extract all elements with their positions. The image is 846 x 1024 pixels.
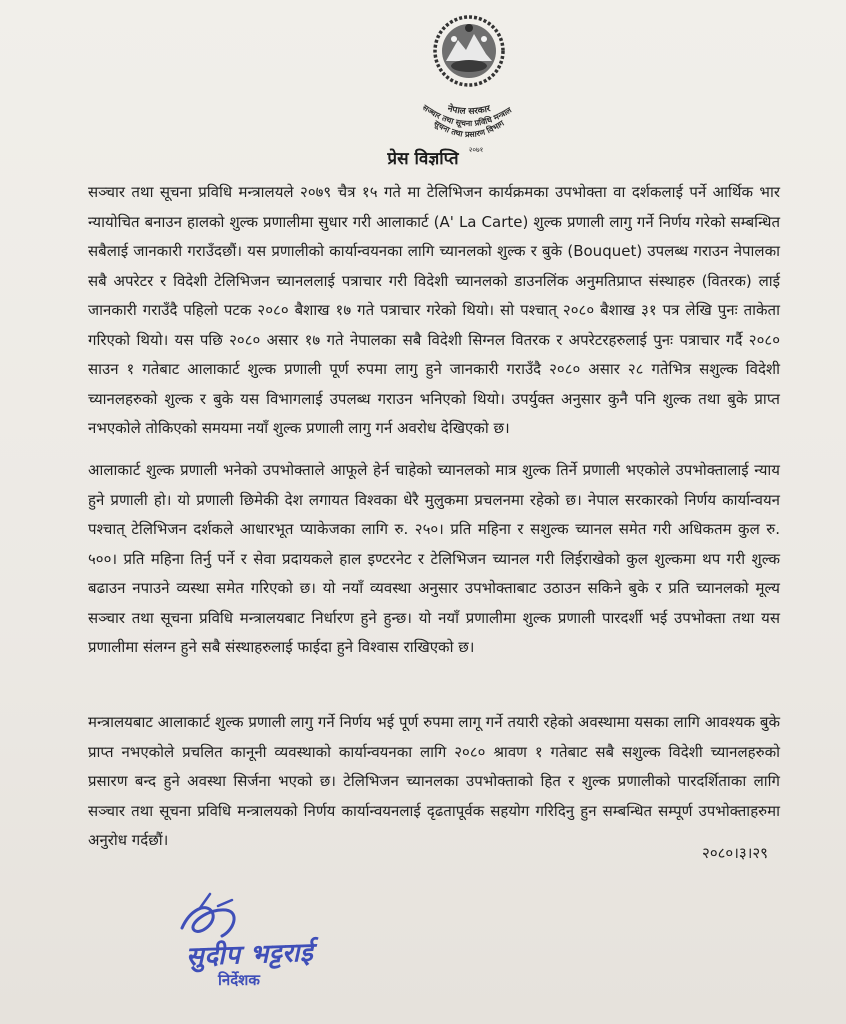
document-title: प्रेस विज्ञप्ति [387,149,459,169]
document-date: २०८०।३।२९ [702,844,768,862]
signatory-designation: निर्देशक [218,971,260,989]
nepal-government-emblem-icon [414,6,524,156]
paragraph-3: मन्त्रालयबाट आलाकार्ट शुल्क प्रणाली लागु गर्ने निर्णय भई पूर्ण रुपमा लागू गर्ने तयारी रहेको अवस्थामा यसका लागि आवश्यक बुके प्राप्त नभएकोले प्रचलित कानूनी व्यवस्थाको कार्यान्वयनका लागि २०८० श्रावण १ गतेबाट सबै सशुल्क विदेशी च्यानलहरुको प्रसारण बन्द हुने अवस्था सिर्जना भएको छ। टेलिभिजन च्यानलका उपभोक्ताको हित र शुल्क प्रणालीको पारदर्शिताका लागि सञ्चार तथा सूचना प्रविधि मन्त्रालयको निर्णय कार्यान्वयनलाई दृढतापूर्वक सहयोग गरिदिनु हुन सम्बन्धित सम्पूर्ण उपभोक्ताहरुमा अनुरोध गर्दछौं। [88,713,780,849]
seal-text-line2: सञ्चार तथा सूचना प्रविधि मन्त्राल [420,102,514,129]
svg-text:नेपाल सरकार [445,102,492,117]
government-seal [414,6,524,156]
signatory-name: सुदीप भट्टराई [185,937,314,973]
paragraph-2: आलाकार्ट शुल्क प्रणाली भनेको उपभोक्ताले आफूले हेर्न चाहेको च्यानलको मात्र शुल्क तिर्ने प्रणाली भएकोले उपभोक्तालाई न्याय हुने प्रणाली हो। यो प्रणाली छिमेकी देश लगायत विश्वका धेरै मुलुकमा प्रचलनमा रहेको छ। नेपाल सरकारको निर्णय कार्यान्वयन पश्चात् टेलिभिजन दर्शकले आधारभूत प्याकेजका लागि रु. २५०। प्रति महिना र सशुल्क च्यानल समेत गरी अधिकतम कुल रु. ५००। प्रति महिना तिर्नु पर्ने र सेवा प्रदायकले हाल इण्टरनेट र टेलिभिजन च्यानल गरी लिईराखेको कुल शुल्कमा थप गरी शुल्क बढाउन नपाउने व्यस्था समेत गरिएको छ। यो नयाँ व्यवस्था अनुसार उपभोक्ताबाट उठाउन सकिने बुके र प्रति च्यानलको मूल्य सञ्चार तथा सूचना प्रविधि मन्त्रालयबाट निर्धारण हुने हुन्छ। यो नयाँ प्रणालीमा शुल्क प्रणाली पारदर्शी भई उपभोक्ता तथा यस प्रणालीमा संलग्न हुने सबै संस्थाहरुलाई फाईदा हुने विश्वास राखिएको छ। [88,461,780,656]
seal-text-line1: नेपाल सरकार [446,104,492,118]
seal-text-line3: सूचना तथा प्रसारण विभाग [432,118,506,140]
paragraph-1: सञ्चार तथा सूचना प्रविधि मन्त्रालयले २०७९ चैत्र १५ गते मा टेलिभिजन कार्यक्रमका उपभोक्ता वा दर्शकलाई पर्ने आर्थिक भार न्यायोचित बनाउन हालको शुल्क प्रणालीमा सुधार गरी आलाकार्ट (A' La Carte) शुल्क प्रणाली लागु गर्ने निर्णय गरेको सम्बन्धित सबैलाई जानकारी गराउँदछौं। यस प्रणालीको कार्यान्वयनका लागि च्यानलको शुल्क र बुके (Bouquet) उपलब्ध गराउन नेपालका सबै अपरेटर र विदेशी टेलिभिजन च्यानललाई पत्राचार गरी विदेशी च्यानलको डाउनलिंक अनुमतिप्राप्त संस्थाहरु (वितरक) लाई जानकारी गराउँदै पहिलो पटक २०८० बैशाख १७ गते पत्राचार गरेको थियो। सो पश्चात् २०८० बैशाख ३१ पत्र लेखि पुनः ताकेता गरिएको थियो। यस पछि २०८० असार १७ गते नेपालका सबै विदेशी सिग्नल वितरक र अपरेटरहरुलाई पुनः पत्राचार गर्दै २०८० साउन १ गतेबाट आलाकार्ट शुल्क प्रणाली पूर्ण रुपमा लागु हुने जानकारी गराउँदै २०८० असार २८ गतेभित्र सशुल्क विदेशी च्यानलहरुको शुल्क र बुके यस विभागलाई उपलब्ध गराउन भनिएको थियो। उपर्युक्त अनुसार कुनै पनि शुल्क तथा बुके प्राप्त नभएकोले तोकिएको समयमा नयाँ शुल्क प्रणाली लागु गर्न अवरोध देखिएको छ। [88,183,780,437]
seal-year: २०७१ [468,146,484,154]
